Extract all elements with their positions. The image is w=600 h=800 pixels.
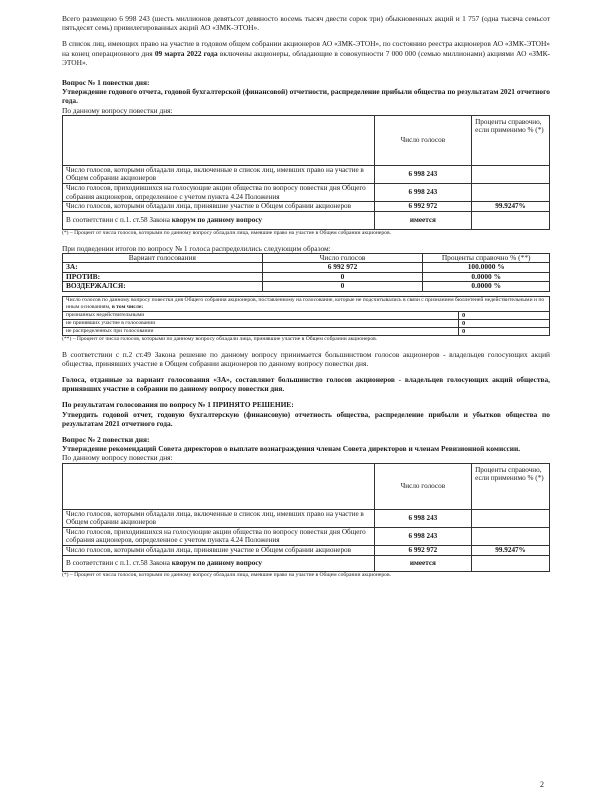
q2-header-pct: Проценты справочно, если применимо % (*): [472, 463, 550, 509]
table-row-votes: 6 998 243: [374, 509, 471, 527]
quorum-value: имеется: [374, 555, 471, 571]
results-pct: 0.0000 %: [423, 272, 550, 281]
q2-quorum-table: [62, 463, 550, 572]
results-votes: 0: [262, 282, 423, 291]
table-row-label: Число голосов, которыми обладали лица, включенные в список лиц, имевших право на участие в Общем собрании акционеров: [63, 165, 375, 183]
quorum-value: имеется: [374, 211, 471, 229]
results-header-votes: Число голосов: [262, 254, 423, 263]
invalid-row-value: 0: [459, 327, 550, 335]
q1-results-intro: При подведении итогов по вопросу № 1 голоса распределились следующим образом:: [62, 243, 331, 253]
q1-results-table: [62, 253, 550, 292]
q1-law-text: В соответствии с п.2 ст.49 Закона решение по данному вопросу принимается большинством голосов акционеров - владельцев голосующих акций общества, принявших участие в Общем собрании акционеров по данному вопросу повестки дня.: [62, 349, 550, 368]
results-header-pct: Проценты справочно % (**): [423, 254, 550, 263]
table-row-pct: [472, 509, 550, 527]
invalid-votes-caption: Число голосов по данному вопросу повестки дня Общего собрания акционеров, поставленному на голосование, которые не подсчитывались в связи с признанием бюллетеней недействительными и по иным основаниям, в том числе:: [63, 296, 550, 311]
table-row-label: Число голосов, которыми обладали лица, принявшие участие в Общем собрании акционеров: [63, 202, 375, 212]
quorum-label: В соответствии с п.1. ст.58 Закона кворум по данному вопросу: [63, 211, 375, 229]
results-pct: 100.0000 %: [423, 263, 550, 272]
q2-heading: Вопрос № 2 повестки дня:: [62, 435, 150, 445]
table-row-label: Число голосов, приходившихся на голосующие акции общества по вопросу повестки дня Общего собрания акционеров, определенное с учетом пункта 4.24 Положения: [63, 184, 375, 202]
table-row-pct: 99.9247%: [472, 546, 550, 556]
q1-subhead: По данному вопросу повестки дня:: [62, 105, 173, 115]
table-row-pct: [472, 184, 550, 202]
q1-footnote-1: (*) – Процент от числа голосов, которыми по данному вопросу обладали лица, имевшие право на участие в Общем собрании акционеров.: [62, 229, 391, 236]
q2-subhead: По данному вопросу повестки дня:: [62, 453, 173, 463]
invalid-row-label: признанных недействительными: [63, 311, 459, 319]
table-row-label: Число голосов, которыми обладали лица, включенные в список лиц, имевших право на участие в Общем собрании акционеров: [63, 509, 375, 527]
q1-majority-text: Голоса, отданные за вариант голосования «ЗА», составляют большинство голосов акционеров - владельцев голосующих акций общества, принявших участие в собрании по данному вопросу повестки дня.: [62, 375, 550, 394]
table-row-pct: 99.9247%: [472, 202, 550, 212]
q2-title: Утверждение рекомендаций Совета директоров о выплате вознаграждения членам Совета директоров и членам Ревизионной комиссии.: [62, 444, 521, 454]
intro-register-paragraph: В список лиц, имеющих право на участие в годовом общем собрании акционеров АО «ЗМК-ЭТОН», по состоянию реестра акционеров АО «ЗМК-ЭТОН» на конец операционного дня 09 марта 2022 года включены акционеры, обладающие в совокупности 7 000 000 (семью миллионами) акциями АО «ЗМК-ЭТОН».: [62, 39, 550, 67]
results-option: ВОЗДЕРЖАЛСЯ:: [63, 282, 263, 291]
document-page: [62, 14, 550, 579]
invalid-row-label: не распределенных при голосовании: [63, 327, 459, 335]
table-row-votes: 6 998 243: [374, 184, 471, 202]
q1-title: Утверждение годового отчета, годовой бухгалтерской (финансовой) отчетности, распределение прибыли общества по результатам 2021 отчетного года.: [62, 87, 550, 106]
table-row-votes: 6 998 243: [374, 527, 471, 545]
invalid-row-value: 0: [459, 311, 550, 319]
table-row-label: Число голосов, которыми обладали лица, принявшие участие в Общем собрании акционеров: [63, 546, 375, 556]
q1-footnote-2: (**) – Процент от числа голосов, которыми по данному вопросу обладали лица, принявшие участие в Общем собрании акционеров.: [62, 335, 378, 342]
quorum-label: В соответствии с п.1. ст.58 Закона кворум по данному вопросу: [63, 555, 375, 571]
table-row-votes: 6 992 972: [374, 202, 471, 212]
table-row-label: Число голосов, приходившихся на голосующие акции общества по вопросу повестки дня Общего собрания акционеров, определенное с учетом пункта 4.24 Положения: [63, 527, 375, 545]
results-votes: 0: [262, 272, 423, 281]
q1-decision-text: Утвердить годовой отчет, годовую бухгалтерскую (финансовую) отчетность общества, распределение прибыли и убытков общества по результатам 2021 отчетного года.: [62, 409, 550, 428]
table-row-votes: 6 998 243: [374, 165, 471, 183]
intro-shares-paragraph: Всего размещено 6 998 243 (шесть миллионов девятьсот девяносто восемь тысяч двести сорок три) обыкновенных акций и 1 757 (одна тысяча семьсот пятьдесят семь) привилегированных акций АО «ЗМК-ЭТОН».: [62, 14, 550, 33]
results-option: ЗА:: [63, 263, 263, 272]
q1-quorum-table: [62, 115, 550, 230]
invalid-row-value: 0: [459, 319, 550, 327]
q1-header-votes: Число голосов: [374, 115, 471, 165]
page-number: 2: [540, 780, 544, 789]
q1-heading: Вопрос № 1 повестки дня:: [62, 78, 150, 88]
invalid-row-label: не принявших участие в голосовании: [63, 319, 459, 327]
q1-header-pct: Проценты справочно, если применимо % (*): [472, 115, 550, 165]
table-row-pct: [472, 165, 550, 183]
q2-header-votes: Число голосов: [374, 463, 471, 509]
q1-invalid-votes-table: [62, 296, 550, 336]
results-votes: 6 992 972: [262, 263, 423, 272]
table-row-votes: 6 992 972: [374, 546, 471, 556]
results-header-option: Вариант голосования: [63, 254, 263, 263]
results-pct: 0.0000 %: [423, 282, 550, 291]
results-option: ПРОТИВ:: [63, 272, 263, 281]
q2-footnote-1: (*) – Процент от числа голосов, которыми по данному вопросу обладали лица, имевшие право на участие в Общем собрании акционеров.: [62, 571, 391, 578]
q1-decision-heading: По результатам голосования по вопросу № 1 ПРИНЯТО РЕШЕНИЕ:: [62, 400, 294, 410]
table-row-pct: [472, 527, 550, 545]
